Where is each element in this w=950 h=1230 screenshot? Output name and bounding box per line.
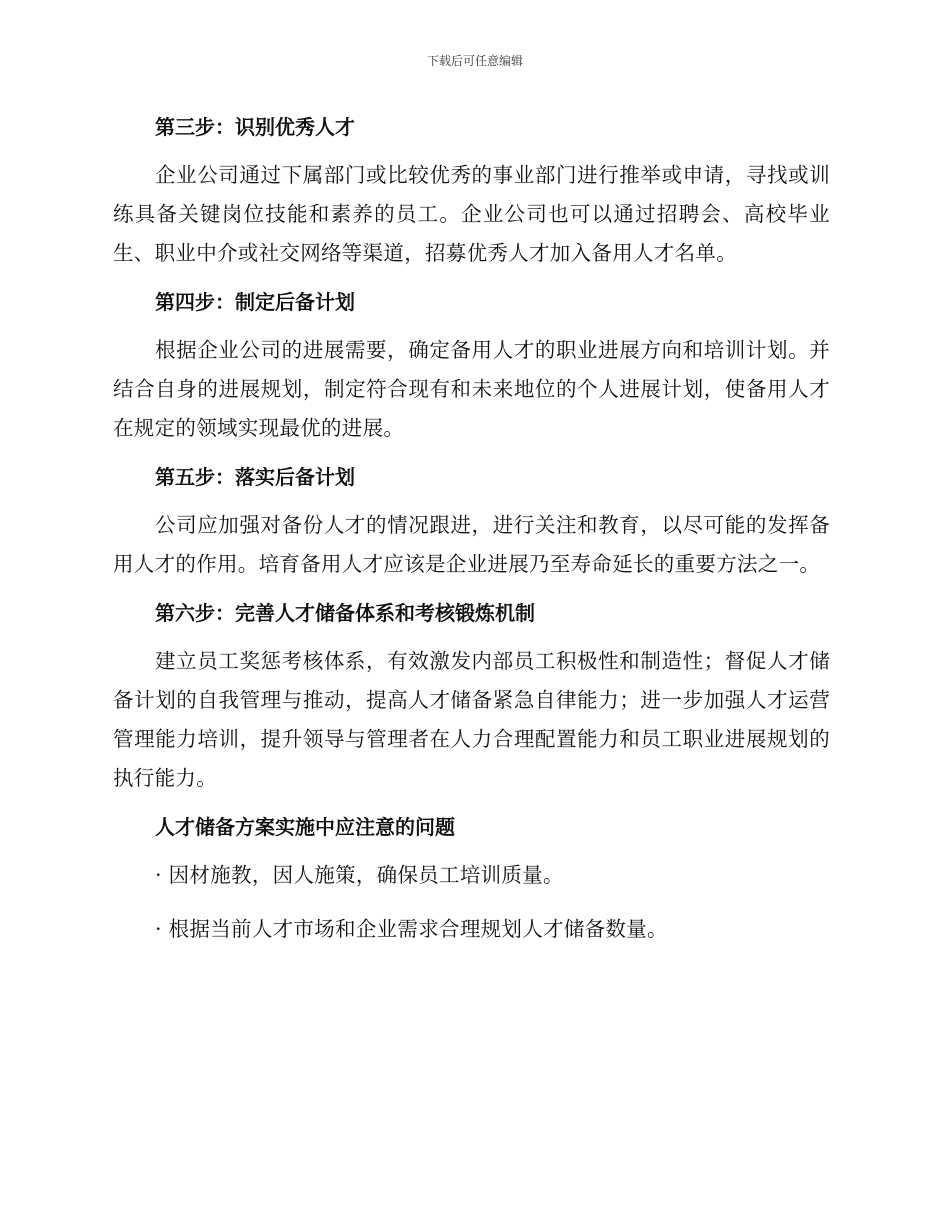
issues-heading: 人才储备方案实施中应注意的问题 [155, 815, 455, 839]
section-heading-step5: 第五步：落实后备计划 [155, 465, 355, 489]
section-heading-step4: 第四步：制定后备计划 [155, 290, 355, 314]
issues-bullet-item: · 根据当前人才市场和企业需求合理规划人才储备数量。 [155, 917, 668, 941]
section-heading-step6: 第六步：完善人才储备体系和考核锻炼机制 [155, 601, 535, 625]
section-paragraph-step6: 建立员工奖惩考核体系，有效激发内部员工积极性和制造性；督促人才储备计划的自我管理与推动，提高人才储备紧急自律能力；进一步加强人才运营管理能力培训，提升领导与管理者在人力合理配置能力和员工职业进展规划的执行能力。 [113, 649, 830, 790]
section-heading-step3: 第三步：识别优秀人才 [155, 115, 355, 139]
page-header-note: 下载后可任意编辑 [426, 54, 523, 68]
issues-bullet-item: · 因材施教，因人施策，确保员工培训质量。 [155, 863, 564, 887]
document-body [113, 112, 830, 949]
section-paragraph-step4: 根据企业公司的进展需要，确定备用人才的职业进展方向和培训计划。并结合自身的进展规划，制定符合现有和未来地位的个人进展计划，使备用人才在规定的领域实现最优的进展。 [113, 338, 830, 440]
section-paragraph-step3: 企业公司通过下属部门或比较优秀的事业部门进行推举或申请，寻找或训练具备关键岗位技能和素养的员工。企业公司也可以通过招聘会、高校毕业生、职业中介或社交网络等渠道，招募优秀人才加入备用人才名单。 [113, 163, 830, 265]
section-paragraph-step5: 公司应加强对备份人才的情况跟进，进行关注和教育，以尽可能的发挥备用人才的作用。培育备用人才应该是企业进展乃至寿命延长的重要方法之一。 [113, 513, 830, 576]
